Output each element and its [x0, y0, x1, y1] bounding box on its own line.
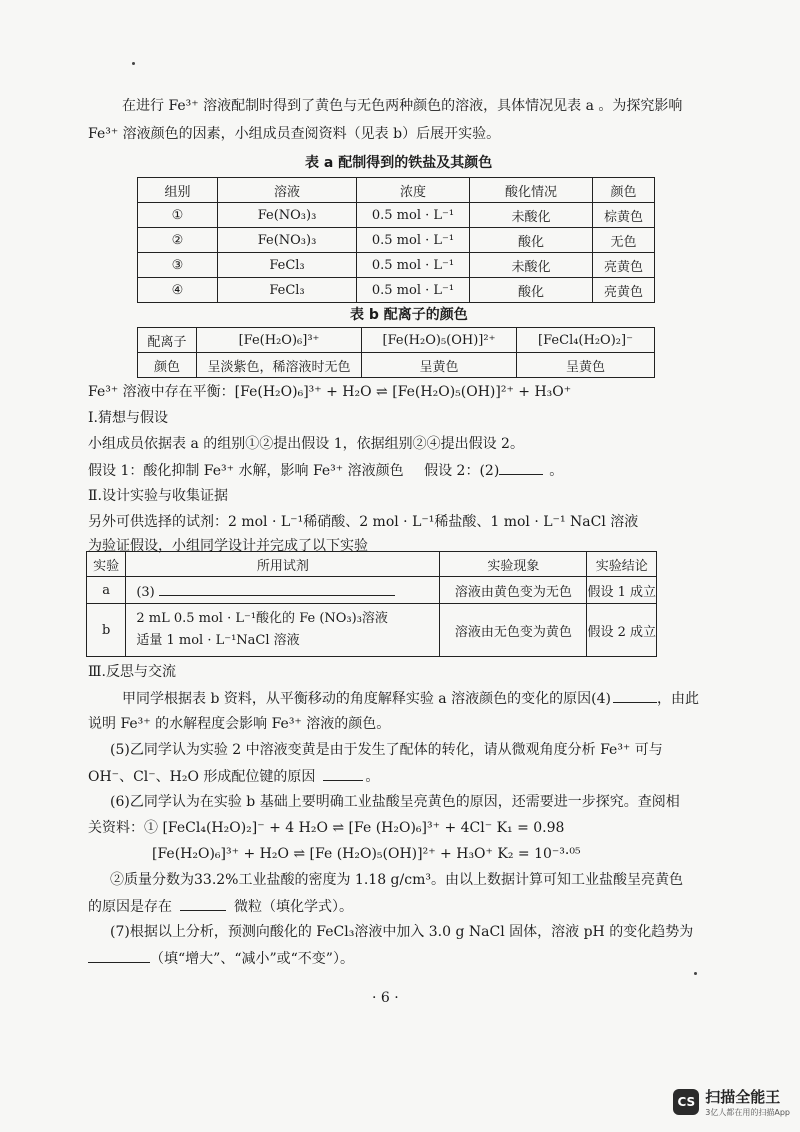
table-c-header: 实验结论 [587, 552, 657, 577]
table-cell: 棕黄色 [593, 203, 655, 228]
reagent-label-3: (3) [136, 584, 155, 600]
scanner-watermark [673, 1086, 790, 1118]
table-row [87, 577, 657, 604]
scanner-title: 扫描全能王 [705, 1088, 781, 1106]
table-cell: [Fe(H₂O)₆]³⁺ [197, 328, 362, 353]
question-4-line-2: 说明 Fe³⁺ 的水解程度会影响 Fe³⁺ 溶液的颜色。 [88, 716, 391, 732]
table-a-header: 颜色 [593, 178, 655, 203]
answer-blank-3[interactable] [159, 581, 395, 596]
equilibrium-equation: Fe³⁺ 溶液中存在平衡：[Fe(H₂O)₆]³⁺ + H₂O ⇌ [Fe(H₂O)₅(OH)]²⁺ + H₃O⁺ [88, 384, 572, 400]
table-cell: [FeCl₄(H₂O)₂]⁻ [517, 328, 655, 353]
section-3-title: Ⅲ.反思与交流 [88, 664, 176, 680]
question-6-line-3: [Fe(H₂O)₆]³⁺ + H₂O ⇌ [Fe (H₂O)₅(OH)]²⁺ + H₃O⁺ K₂ = 10⁻³·⁰⁵ [152, 846, 581, 862]
scanner-logo-text [705, 1086, 790, 1118]
table-cell: ③ [138, 253, 218, 278]
period: 。 [365, 769, 380, 785]
table-row [87, 604, 657, 657]
hypothesis-2-label: 假设 2：(2) [424, 463, 500, 479]
scanner-logo-icon: CS [673, 1089, 699, 1115]
table-cell: Fe(NO₃)₃ [218, 203, 357, 228]
table-cell: [Fe(H₂O)₅(OH)]²⁺ [362, 328, 517, 353]
scan-speck [694, 972, 697, 975]
question-6-line-4: ②质量分数为33.2%工业盐酸的密度为 1.18 g/cm³。由以上数据计算可知工业盐酸呈亮黄色 [110, 872, 683, 888]
answer-blank-6[interactable] [180, 896, 226, 911]
intro-line-1: 在进行 Fe³⁺ 溶液配制时得到了黄色与无色两种颜色的溶液，具体情况见表 a 。为探究影响 [122, 98, 683, 114]
table-row [138, 353, 655, 378]
question-7-tail: （填“增大”、“减小”或“不变”）。 [150, 951, 354, 967]
section-2-title: Ⅱ.设计实验与收集证据 [88, 488, 228, 504]
table-cell: 0.5 mol · L⁻¹ [357, 203, 470, 228]
table-cell: 0.5 mol · L⁻¹ [357, 228, 470, 253]
table-cell: 未酸化 [470, 253, 593, 278]
table-c-header: 所用试剂 [126, 552, 440, 577]
table-cell: 呈淡紫色，稀溶液时无色 [197, 353, 362, 378]
table-cell: a [87, 577, 126, 604]
question-5-text: OH⁻、Cl⁻、H₂O 形成配位键的原因 [88, 769, 316, 785]
reagent-cell-b [126, 604, 440, 657]
table-cell: 颜色 [138, 353, 197, 378]
period: 。 [549, 463, 564, 479]
table-cell: Fe(NO₃)₃ [218, 228, 357, 253]
table-cell: 假设 1 成立 [587, 577, 657, 604]
table-cell: 呈黄色 [517, 353, 655, 378]
table-cell: FeCl₃ [218, 278, 357, 303]
question-6-line-1: (6)乙同学认为在实验 b 基础上要明确工业盐酸呈亮黄色的原因，还需要进一步探究。查阅相 [110, 794, 680, 810]
table-a-header-row [138, 178, 655, 203]
question-7-line-2 [88, 948, 354, 969]
table-c-header: 实验 [87, 552, 126, 577]
scan-speck [132, 62, 135, 65]
table-a-header: 溶液 [218, 178, 357, 203]
question-4-tail: ，由此 [656, 691, 699, 707]
table-row [138, 278, 655, 303]
table-row [138, 203, 655, 228]
hypothesis-1: 假设 1：酸化抑制 Fe³⁺ 水解，影响 Fe³⁺ 溶液颜色 [88, 463, 404, 479]
table-cell: 假设 2 成立 [587, 604, 657, 657]
table-a-caption: 表 a 配制得到的铁盐及其颜色 [305, 155, 493, 171]
table-row [138, 328, 655, 353]
table-cell: 无色 [593, 228, 655, 253]
table-a-header: 酸化情况 [470, 178, 593, 203]
table-c-header: 实验现象 [440, 552, 587, 577]
table-cell: ① [138, 203, 218, 228]
answer-blank-4[interactable] [613, 688, 657, 703]
table-cell: 0.5 mol · L⁻¹ [357, 253, 470, 278]
table-row [138, 253, 655, 278]
page-number: · 6 · [372, 990, 399, 1006]
question-4-line-1 [122, 688, 699, 709]
intro-line-2: Fe³⁺ 溶液颜色的因素，小组成员查阅资料（见表 b）后展开实验。 [88, 126, 501, 142]
table-a-header: 浓度 [357, 178, 470, 203]
table-cell: FeCl₃ [218, 253, 357, 278]
answer-blank-7[interactable] [88, 948, 150, 963]
table-row [138, 228, 655, 253]
table-cell: 酸化 [470, 278, 593, 303]
section-1-line-1: 小组成员依据表 a 的组别①②提出假设 1，依据组别②④提出假设 2。 [88, 436, 524, 452]
question-6-text: 的原因是存在 [88, 899, 172, 915]
table-cell: b [87, 604, 126, 657]
section-2-line-1: 另外可供选择的试剂：2 mol · L⁻¹稀硝酸、2 mol · L⁻¹稀盐酸、1 mol · L⁻¹ NaCl 溶液 [88, 514, 639, 530]
table-cell: 配离子 [138, 328, 197, 353]
question-5-line-1: (5)乙同学认为实验 2 中溶液变黄是由于发生了配体的转化，请从微观角度分析 Fe³⁺ 可与 [110, 742, 663, 758]
question-5-line-2 [88, 766, 379, 787]
reagent-line-2: 适量 1 mol · L⁻¹NaCl 溶液 [136, 633, 300, 648]
answer-blank-2[interactable] [499, 460, 543, 475]
reagent-line-1: 2 mL 0.5 mol · L⁻¹酸化的 Fe (NO₃)₃溶液 [136, 611, 388, 626]
scanner-subtitle: 3亿人都在用的扫描App [705, 1108, 790, 1117]
table-cell: ④ [138, 278, 218, 303]
question-7-line-1: (7)根据以上分析，预测向酸化的 FeCl₃溶液中加入 3.0 g NaCl 固体，溶液 pH 的变化趋势为 [110, 924, 694, 940]
table-cell: 呈黄色 [362, 353, 517, 378]
question-4-text: 甲同学根据表 b 资料，从平衡移动的角度解释实验 a 溶液颜色的变化的原因(4) [122, 691, 611, 707]
table-cell: 酸化 [470, 228, 593, 253]
table-cell: 亮黄色 [593, 278, 655, 303]
table-a-header: 组别 [138, 178, 218, 203]
table-c [86, 551, 657, 657]
table-cell: 未酸化 [470, 203, 593, 228]
question-6-line-2: 关资料：① [FeCl₄(H₂O)₂]⁻ + 4 H₂O ⇌ [Fe (H₂O)₆]³⁺ + 4Cl⁻ K₁ = 0.98 [88, 820, 565, 836]
table-cell: 亮黄色 [593, 253, 655, 278]
table-cell: 溶液由黄色变为无色 [440, 577, 587, 604]
table-b [137, 327, 655, 378]
answer-blank-5[interactable] [323, 766, 363, 781]
section-1-title: Ⅰ.猜想与假设 [88, 410, 168, 426]
reagent-cell-a [126, 577, 440, 604]
table-cell: ② [138, 228, 218, 253]
table-a [137, 177, 655, 303]
table-c-header-row [87, 552, 657, 577]
section-2-line-2: 为验证假设，小组同学设计并完成了以下实验 [88, 538, 368, 554]
table-b-caption: 表 b 配离子的颜色 [350, 307, 468, 323]
question-6-line-5 [88, 896, 353, 917]
question-6-tail: 微粒（填化学式）。 [234, 899, 353, 915]
table-cell: 0.5 mol · L⁻¹ [357, 278, 470, 303]
section-1-line-2 [88, 460, 563, 481]
table-cell: 溶液由无色变为黄色 [440, 604, 587, 657]
